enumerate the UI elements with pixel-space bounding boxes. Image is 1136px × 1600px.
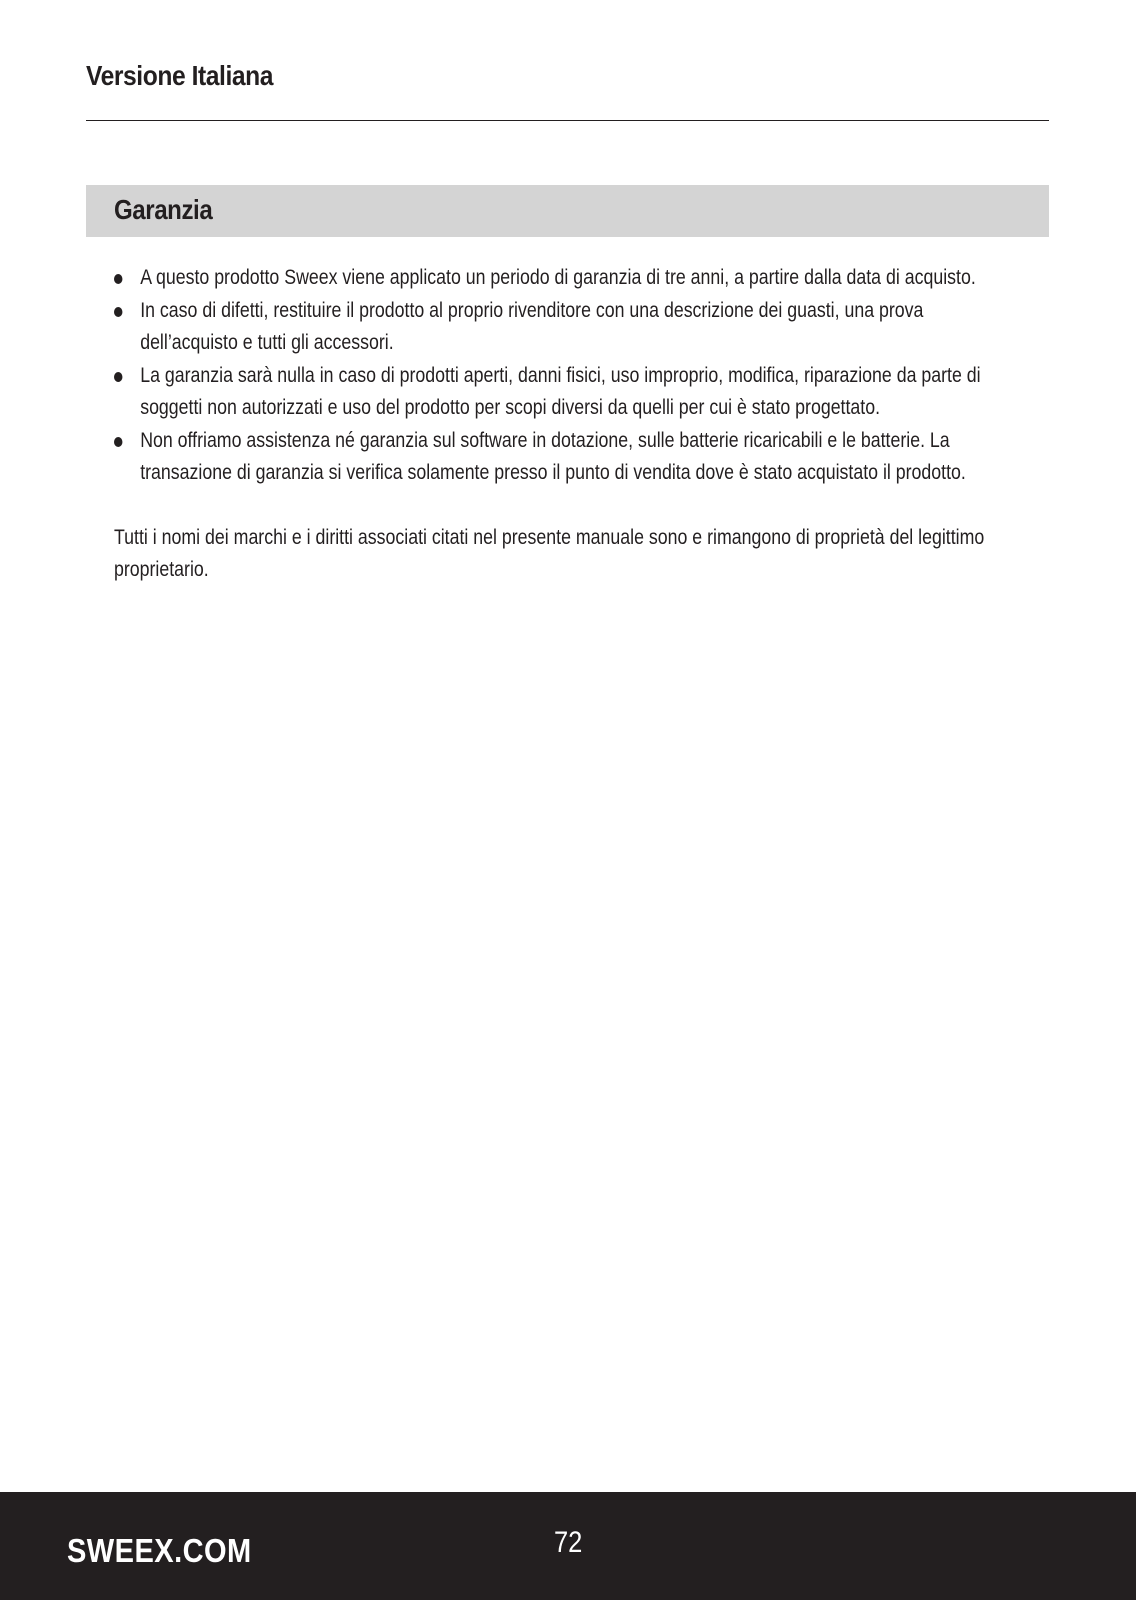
list-item xyxy=(114,295,1010,360)
list-item xyxy=(114,262,1010,295)
section-content xyxy=(114,262,1010,608)
section-heading-bar xyxy=(86,185,1049,237)
bullet-icon xyxy=(114,437,122,447)
trademark-note: Tutti i nomi dei marchi e i diritti associati citati nel presente manuale sono e rimangono di proprietà del legittimo proprietario. xyxy=(114,525,985,581)
list-item-text: Non offriamo assistenza né garanzia sul software in dotazione, sulle batterie ricaricabili e le batterie. La transazione di garanzia si verifica solamente presso il punto di vendita dove è stato acquistato il prodotto. xyxy=(140,428,966,484)
list-item-text: A questo prodotto Sweex viene applicato un periodo di garanzia di tre anni, a partire dalla data di acquisto. xyxy=(140,266,976,289)
page-header-title: Versione Italiana xyxy=(86,60,273,91)
header-divider xyxy=(86,120,1049,121)
bullet-icon xyxy=(114,274,122,284)
bullet-icon xyxy=(114,307,122,317)
bullet-icon xyxy=(114,372,122,382)
warranty-bullet-list xyxy=(114,262,1010,490)
list-item xyxy=(114,360,1010,425)
page-footer xyxy=(0,1492,1136,1600)
footer-brand-link: SWEEX.COM xyxy=(67,1532,252,1569)
list-item-text: La garanzia sarà nulla in caso di prodotti aperti, danni fisici, uso improprio, modifica, riparazione da parte di soggetti non autorizzati e uso del prodotto per scopi diversi da quelli per cui è stato progettato. xyxy=(140,363,981,419)
page-number: 72 xyxy=(554,1526,583,1559)
list-item xyxy=(114,425,1010,490)
section-heading: Garanzia xyxy=(114,194,213,225)
list-item-text: In caso di difetti, restituire il prodotto al proprio rivenditore con una descrizione dei guasti, una prova dell’acquisto e tutti gli accessori. xyxy=(140,298,924,354)
